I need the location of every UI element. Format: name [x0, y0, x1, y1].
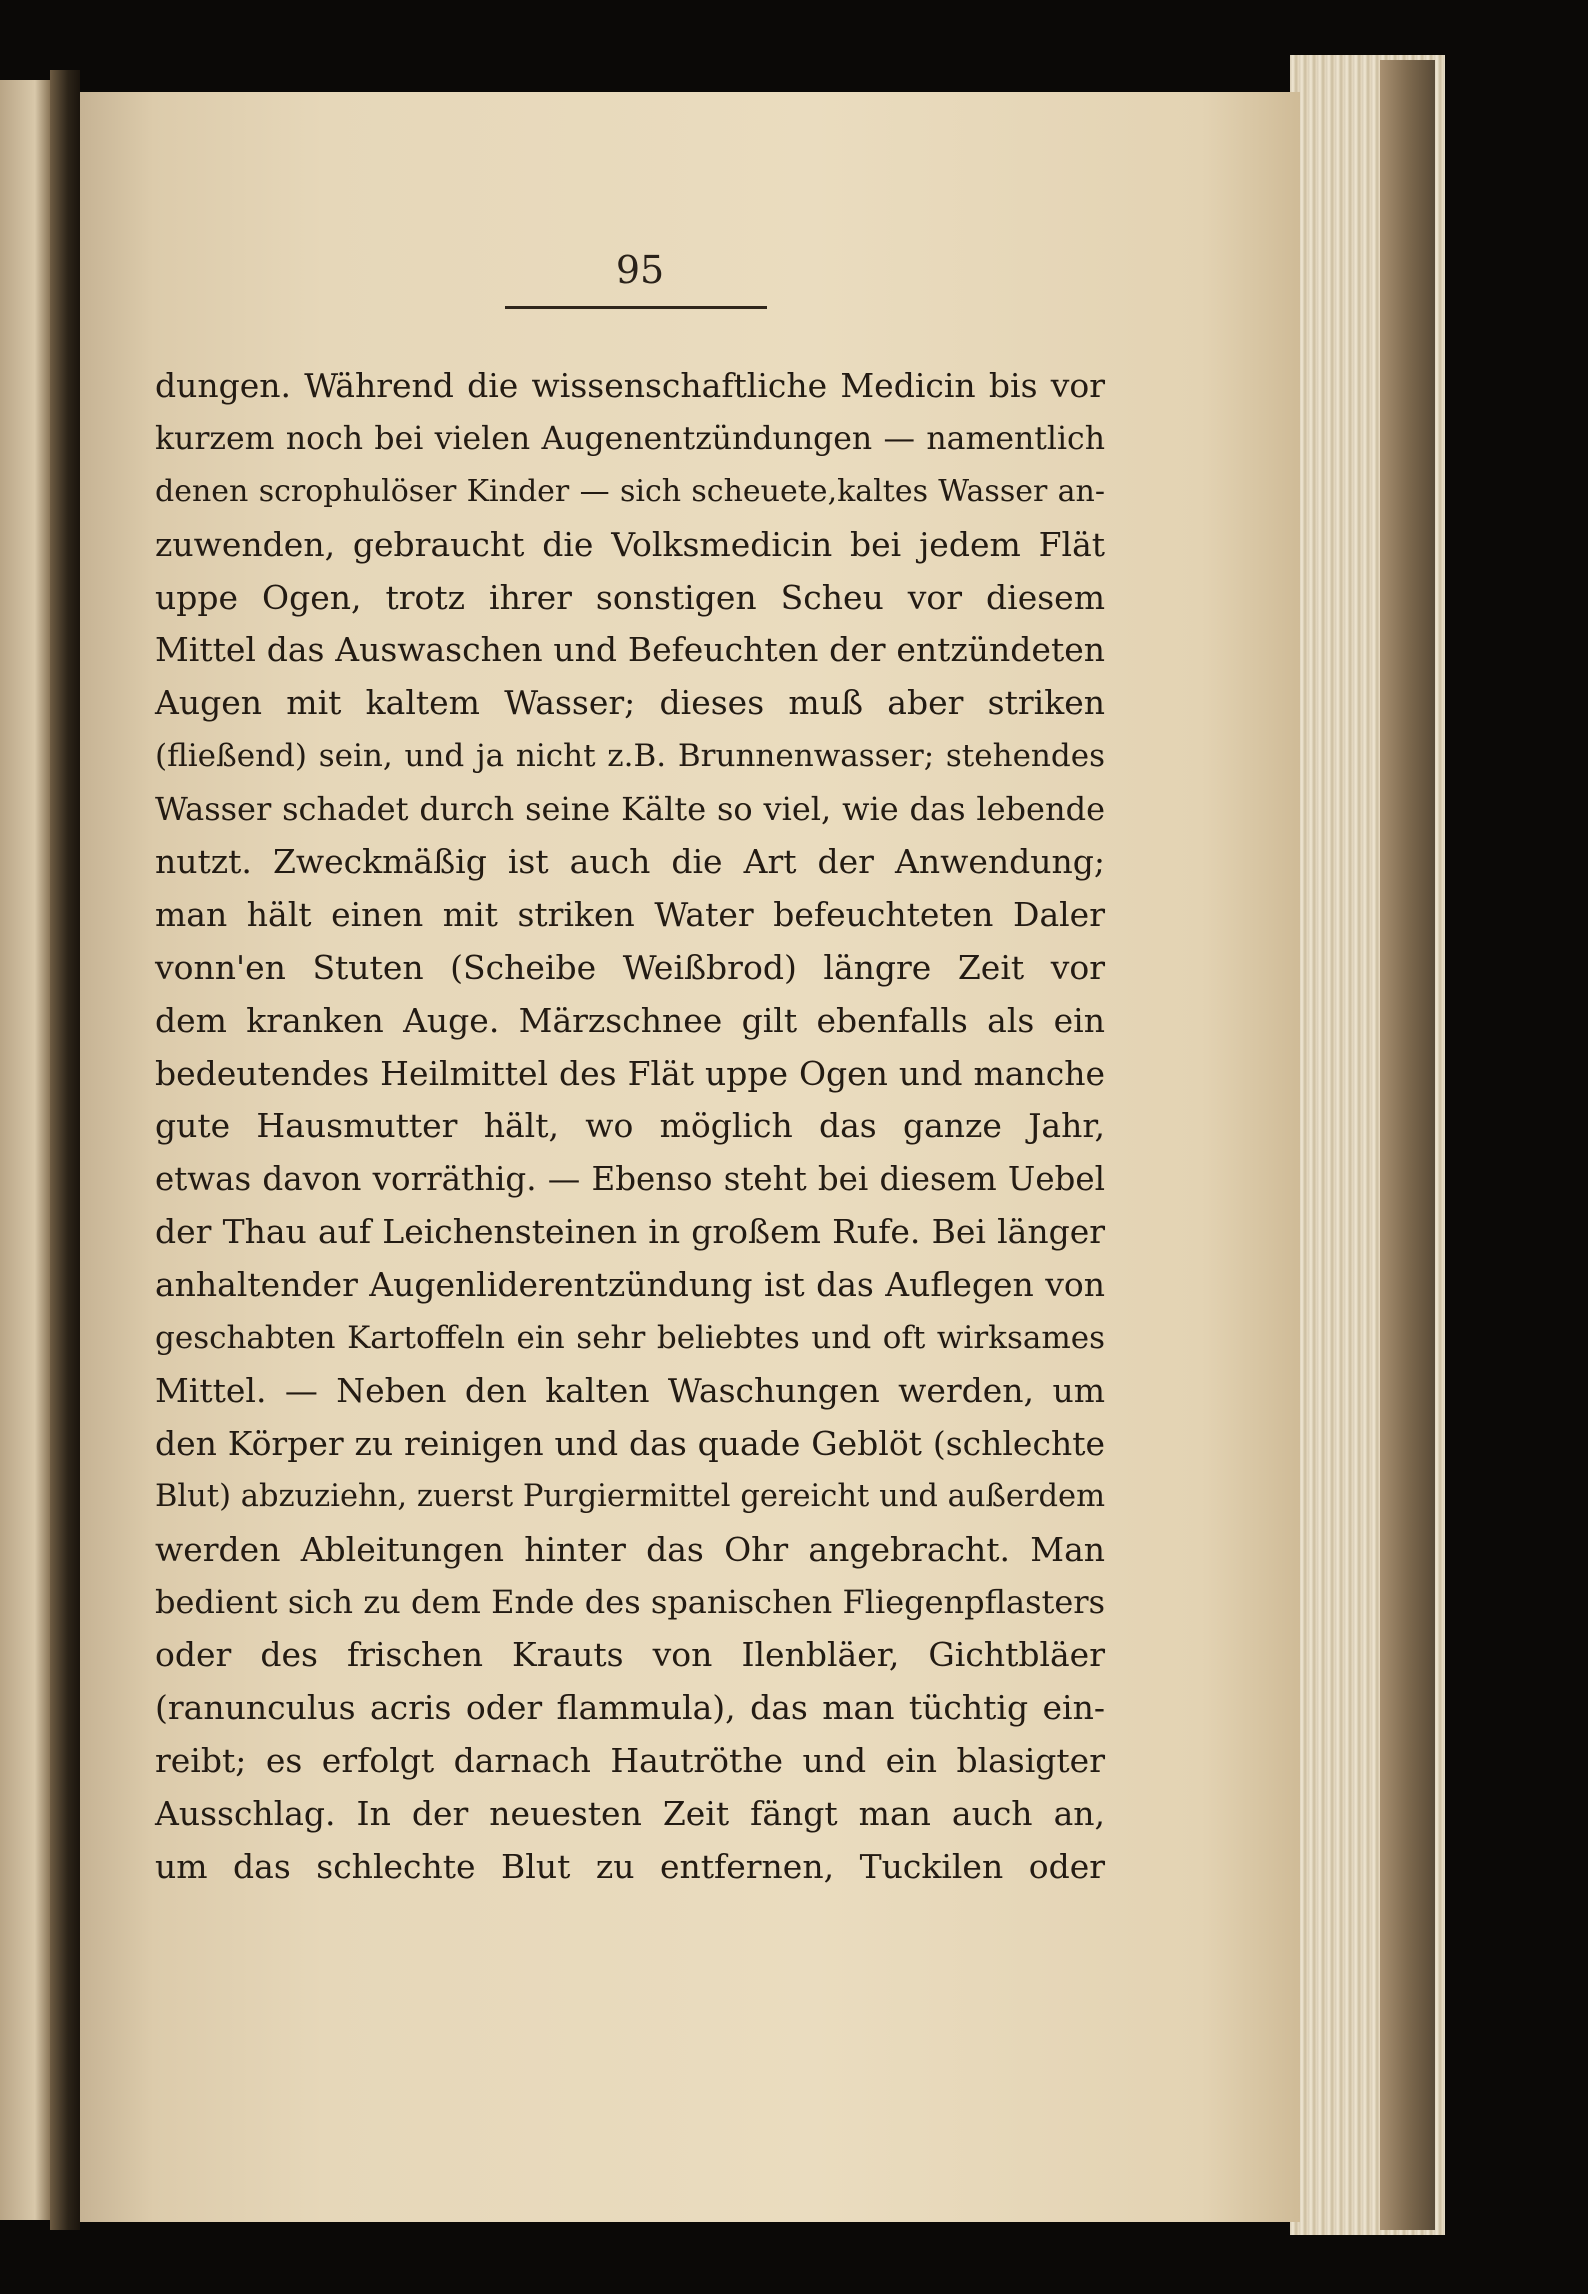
text-line: vonn'en Stuten (Scheibe Weißbrod) längre Zeit vor: [155, 947, 1105, 987]
text-line: uppe Ogen, trotz ihrer sonstigen Scheu vor diesem: [155, 577, 1105, 617]
text-line: Mittel. — Neben den kalten Waschungen werden, um: [155, 1370, 1105, 1410]
book-gutter: [50, 70, 80, 2230]
text-line: Augen mit kaltem Wasser; dieses muß aber striken: [155, 683, 1105, 723]
page-number: 95: [615, 248, 665, 292]
text-line: reibt; es erfolgt darnach Hautröthe und ein blasigter: [155, 1741, 1105, 1781]
text-line: nutzt. Zweckmäßig ist auch die Art der Anwendung;: [155, 842, 1105, 882]
text-line: (ranunculus acris oder flammula), das man tüchtig ein-: [155, 1688, 1105, 1728]
text-line: kurzem noch bei vielen Augenentzündungen — namentlich: [155, 420, 1105, 457]
text-line: bedient sich zu dem Ende des spanischen Fliegenpflasters: [155, 1583, 1105, 1622]
text-line: zuwenden, gebraucht die Volksmedicin bei jedem Flät: [155, 524, 1105, 564]
text-line: Ausschlag. In der neuesten Zeit fängt man auch an,: [155, 1794, 1105, 1834]
text-line: denen scrophulöser Kinder — sich scheuete,kaltes Wasser an-: [155, 473, 1105, 509]
book-cover-edge: [1380, 60, 1435, 2230]
text-line: dem kranken Auge. Märzschnee gilt ebenfalls als ein: [155, 1000, 1105, 1040]
text-line: man hält einen mit striken Water befeuchteten Daler: [155, 894, 1105, 934]
text-line: (fließend) sein, und ja nicht z.B. Brunnenwasser; stehendes: [155, 738, 1105, 775]
text-line: Wasser schadet durch seine Kälte so viel, wie das lebende: [155, 790, 1105, 829]
text-line: den Körper zu reinigen und das quade Geblöt (schlechte: [155, 1423, 1105, 1463]
text-line: Mittel das Auswaschen und Befeuchten der entzündeten: [155, 630, 1105, 670]
text-line: dungen. Während die wissenschaftliche Medicin bis vor: [155, 366, 1105, 405]
left-page-edge: [0, 80, 50, 2220]
text-line: anhaltender Augenliderentzündung ist das Auflegen von: [155, 1265, 1105, 1305]
text-line: werden Ableitungen hinter das Ohr angebracht. Man: [155, 1529, 1105, 1569]
text-line: geschabten Kartoffeln ein sehr beliebtes und oft wirksames: [155, 1320, 1105, 1357]
header-rule: [505, 306, 767, 309]
body-text: [155, 360, 1105, 1894]
text-line: bedeutendes Heilmittel des Flät uppe Ogen und manche: [155, 1053, 1105, 1093]
text-line: gute Hausmutter hält, wo möglich das ganze Jahr,: [155, 1106, 1105, 1146]
text-line: der Thau auf Leichensteinen in großem Rufe. Bei länger: [155, 1212, 1105, 1252]
text-line: etwas davon vorräthig. — Ebenso steht bei diesem Uebel: [155, 1160, 1105, 1199]
text-line: um das schlechte Blut zu entfernen, Tuckilen oder: [155, 1846, 1105, 1886]
text-line: Blut) abzuziehn, zuerst Purgiermittel gereicht und außerdem: [155, 1478, 1105, 1514]
text-line: oder des frischen Krauts von Ilenbläer, Gichtbläer: [155, 1635, 1105, 1675]
